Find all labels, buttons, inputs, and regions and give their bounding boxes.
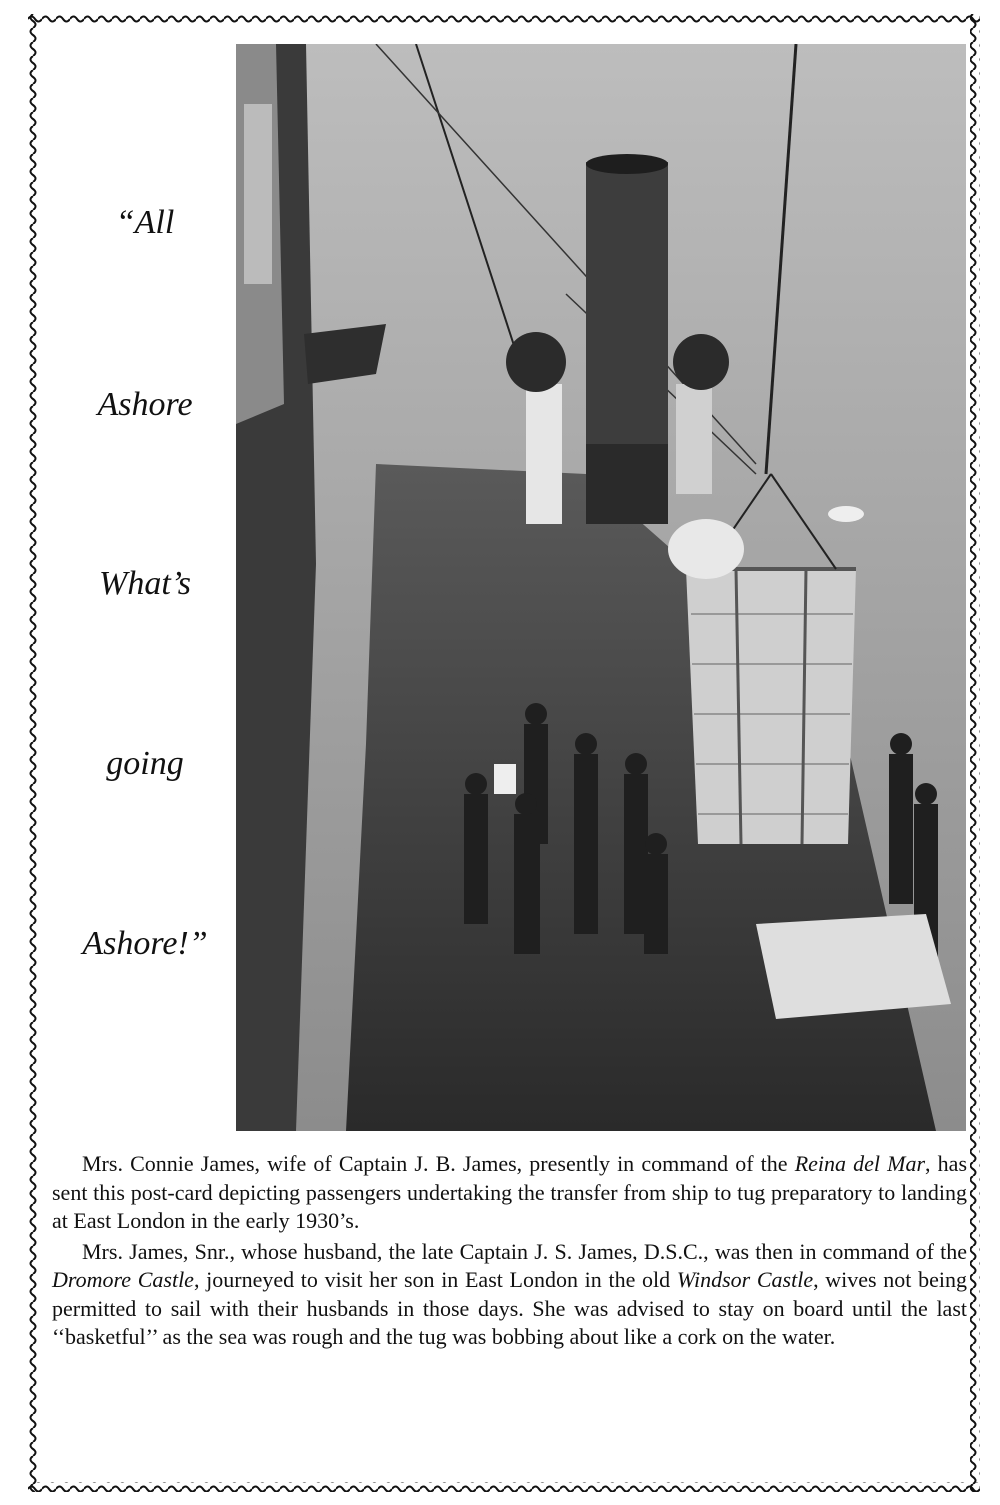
- caption-paragraph-2: [52, 1238, 967, 1352]
- quote-line-ashore: Ashore: [97, 386, 193, 423]
- caption-p2-text-b: , journeyed to visit her son in East London in the old: [193, 1267, 677, 1292]
- caption: [52, 1150, 967, 1354]
- caption-p1-text-b: , has sent this post-card depicting passengers undertaking the transfer from ship to tug preparatory to landing at East London in the early 1930’s.: [52, 1151, 968, 1233]
- caption-p2-text-c: , wives not being permitted to sail with their husbands in those days. She was advised to stay on board until the last ‘‘basketful’’ as the sea was rough and the tug was bobbing about like a cork on the water.: [52, 1267, 967, 1349]
- quote-line-ashore-end: Ashore!”: [82, 925, 208, 962]
- quote-line-whats: What’s: [99, 565, 191, 602]
- quote-line-going: going: [106, 745, 184, 782]
- ship-name-dromore-castle: Dromore Castle: [52, 1267, 194, 1292]
- ship-name-windsor-castle: Windsor Castle: [676, 1267, 814, 1292]
- caption-paragraph-1: [52, 1150, 967, 1236]
- ship-name-reina-del-mar: Reina del Mar: [794, 1151, 926, 1176]
- quote-line-all: “All: [115, 204, 175, 241]
- caption-p1-text-a: Mrs. Connie James, wife of Captain J. B. James, presently in command of the: [82, 1151, 795, 1176]
- photograph: [236, 44, 966, 1131]
- caption-p2-text-a: Mrs. James, Snr., whose husband, the late Captain J. S. James, D.S.C., was then in command of the: [82, 1238, 967, 1264]
- ship-tug-photo-illustration: [236, 44, 966, 1131]
